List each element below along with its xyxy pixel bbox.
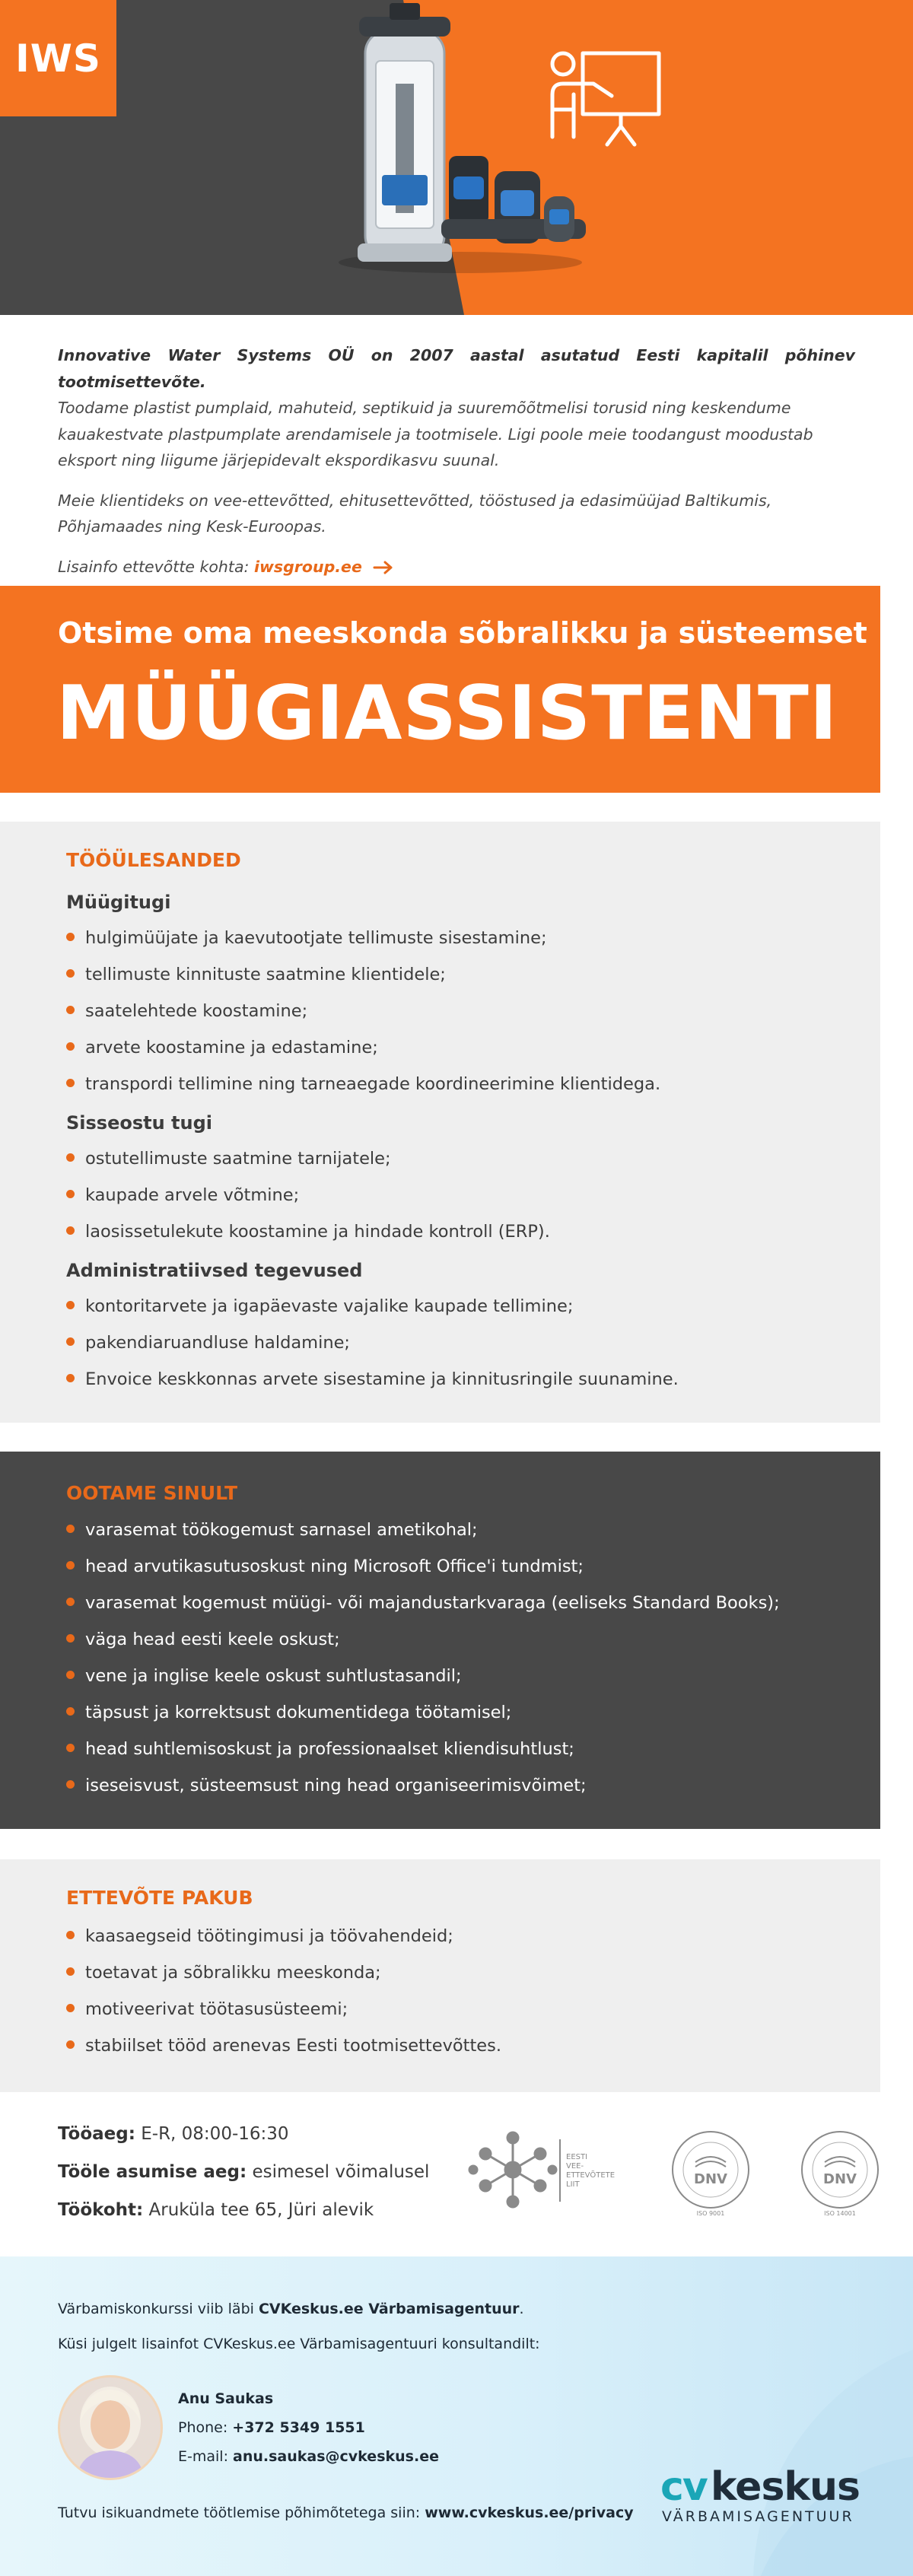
consultant-email: E-mail: anu.saukas@cvkeskus.ee bbox=[178, 2448, 439, 2465]
work-location: Töökoht: Aruküla tee 65, Jüri alevik bbox=[58, 2200, 374, 2220]
intro-line: eksport ning liigume järjepidevalt ekspordikasvu suunal. bbox=[58, 451, 500, 469]
intro-line: Toodame plastist pumplaid, mahuteid, septikuid ja suuremõõtmelisi torusid ning keskendume bbox=[58, 399, 791, 417]
logo-cv: cv bbox=[660, 2464, 707, 2510]
presentation-icon bbox=[546, 47, 668, 161]
list-item: iseseisvust, süsteemsust ning head organiseerimisvõimet; bbox=[66, 1776, 587, 1795]
intro-line: Põhjamaades ning Kesk-Euroopas. bbox=[58, 517, 326, 536]
section-title: TÖÖÜLESANDED bbox=[66, 849, 241, 871]
privacy-line: Tutvu isikuandmete töötlemise põhimõtetega siin: www.cvkeskus.ee/privacy bbox=[58, 2504, 634, 2521]
list-item: kaupade arvele võtmine; bbox=[66, 1185, 299, 1205]
tasks-section bbox=[0, 822, 880, 1423]
dnv-iso14001-seal bbox=[802, 2132, 878, 2217]
dnv-mark: DNV bbox=[694, 2171, 727, 2187]
intro-line: kauakestvate plastpumplate arendamisele ja tootmisele. Ligi poole meie toodangust moodustab bbox=[58, 425, 813, 444]
list-item: ostutellimuste saatmine tarnijatele; bbox=[66, 1149, 391, 1169]
iso-standard: ISO 14001 bbox=[824, 2210, 856, 2217]
benefits-section bbox=[0, 1859, 880, 2092]
list-item: varasemat töökogemust sarnasel ametikohal; bbox=[66, 1520, 478, 1540]
consultant-phone: Phone: +372 5349 1551 bbox=[178, 2419, 365, 2436]
evel-logo bbox=[469, 2132, 615, 2207]
list-item: toetavat ja sõbralikku meeskonda; bbox=[66, 1963, 381, 1983]
hero-banner bbox=[0, 0, 913, 315]
start-time: Tööle asumise aeg: esimesel võimalusel bbox=[58, 2162, 430, 2182]
list-item: kaasaegseid töötingimusi ja töövahendeid; bbox=[66, 1926, 453, 1946]
recruiter-footer bbox=[0, 2256, 913, 2576]
recruiter-line: Värbamiskonkurssi viib läbi CVKeskus.ee Värbamisagentuur. bbox=[58, 2301, 524, 2317]
list-item: väga head eesti keele oskust; bbox=[66, 1630, 340, 1649]
logo-text: IWS bbox=[15, 36, 101, 81]
list-item: transpordi tellimine ning tarneaegade koordineerimine klientidega. bbox=[66, 1074, 660, 1094]
privacy-link[interactable]: www.cvkeskus.ee/privacy bbox=[425, 2504, 634, 2521]
list-item: pakendiaruandluse haldamine; bbox=[66, 1333, 350, 1353]
avatar bbox=[58, 2375, 163, 2480]
iso-standard: ISO 9001 bbox=[696, 2210, 725, 2217]
intro-line: Meie klientideks on vee-ettevõtted, ehitusettevõtted, tööstused ja edasimüüjad Baltikumis, bbox=[58, 491, 772, 510]
logo-subtitle: VÄRBAMISAGENTUUR bbox=[662, 2508, 854, 2525]
iws-logo bbox=[0, 0, 116, 116]
list-item: Envoice keskkonnas arvete sisestamine ja kinnitusringile suunamine. bbox=[66, 1369, 679, 1389]
evel-text: LIIT bbox=[566, 2180, 580, 2189]
company-intro bbox=[58, 342, 855, 593]
list-item: vene ja inglise keele oskust suhtlustasandil; bbox=[66, 1666, 462, 1686]
section-title: OOTAME SINULT bbox=[66, 1482, 237, 1504]
consultant-name: Anu Saukas bbox=[178, 2390, 274, 2407]
section-title: ETTEVÕTE PAKUB bbox=[66, 1887, 253, 1909]
list-item: täpsust ja korrektsust dokumentidega töötamisel; bbox=[66, 1703, 511, 1722]
list-item: tellimuste kinnituste saatmine klientidele; bbox=[66, 965, 446, 984]
list-item: varasemat kogemust müügi- või majandustarkvaraga (eeliseks Standard Books); bbox=[66, 1593, 780, 1613]
contact-invite: Küsi julgelt lisainfot CVKeskus.ee Värbamisagentuuri konsultandilt: bbox=[58, 2336, 540, 2352]
certification-logos bbox=[467, 2123, 886, 2221]
position-title: MÜÜGIASSISTENTI bbox=[56, 670, 838, 757]
list-item: head arvutikasutusoskust ning Microsoft Office'i tundmist; bbox=[66, 1557, 584, 1576]
dnv-mark: DNV bbox=[823, 2171, 857, 2187]
iwsgroup-link[interactable]: iwsgroup.ee bbox=[253, 557, 362, 576]
work-hours: Tööaeg: E-R, 08:00-16:30 bbox=[58, 2124, 289, 2144]
evel-text: EESTI bbox=[566, 2153, 588, 2161]
list-item: laosissetulekute koostamine ja hindade kontroll (ERP). bbox=[66, 1222, 550, 1242]
logo-keskus: keskus bbox=[711, 2464, 860, 2510]
email-link[interactable]: anu.saukas@cvkeskus.ee bbox=[233, 2448, 439, 2465]
cvkeskus-logo bbox=[660, 2457, 889, 2526]
list-item: hulgimüüjate ja kaevutootjate tellimuste sisestamine; bbox=[66, 928, 547, 948]
list-item: kontoritarvete ja igapäevaste vajalike kaupade tellimine; bbox=[66, 1296, 573, 1316]
list-item: stabiilset tööd arenevas Eesti tootmisettevõttes. bbox=[66, 2036, 501, 2056]
requirements-section bbox=[0, 1452, 880, 1829]
group-title: Sisseostu tugi bbox=[66, 1112, 213, 1134]
list-item: saatelehtede koostamine; bbox=[66, 1001, 307, 1021]
arrow-right-icon bbox=[373, 560, 394, 575]
banner-subtitle: Otsime oma meeskonda sõbralikku ja süsteemset bbox=[58, 616, 867, 650]
phone-link[interactable]: +372 5349 1551 bbox=[232, 2419, 365, 2436]
evel-text: VEE- bbox=[566, 2162, 584, 2171]
position-banner bbox=[0, 586, 880, 793]
list-item: motiveerivat töötasusüsteemi; bbox=[66, 1999, 348, 2019]
more-info-label: Lisainfo ettevõtte kohta: bbox=[58, 557, 250, 576]
group-title: Müügitugi bbox=[66, 892, 171, 913]
dnv-iso9001-seal bbox=[673, 2132, 749, 2217]
evel-text: ETTEVÕTETE bbox=[566, 2171, 616, 2180]
list-item: head suhtlemisoskust ja professionaalset kliendisuhtlust; bbox=[66, 1739, 574, 1759]
intro-bold-sentence: Innovative Water Systems OÜ on 2007 aastal asutatud Eesti kapitalil põhinev tootmisettevõte. bbox=[58, 346, 855, 391]
list-item: arvete koostamine ja edastamine; bbox=[66, 1038, 378, 1057]
group-title: Administratiivsed tegevused bbox=[66, 1260, 363, 1281]
